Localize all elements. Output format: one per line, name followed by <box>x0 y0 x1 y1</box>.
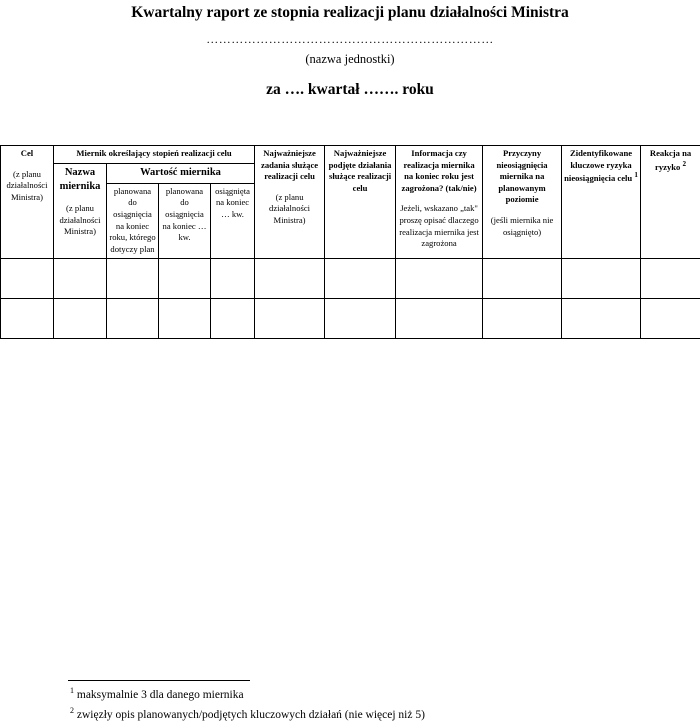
header-dzialania <box>325 146 396 259</box>
table-cell[interactable] <box>483 299 562 339</box>
table-cell[interactable] <box>255 259 325 299</box>
table-cell[interactable] <box>562 259 641 299</box>
header-zadania-note: (z planu działalności Ministra) <box>269 191 311 225</box>
table-cell[interactable] <box>325 299 396 339</box>
footnote-2 <box>70 706 425 721</box>
header-zadania-label: Najważniejsze zadania służące realizacji celu <box>261 148 319 182</box>
table-cell[interactable] <box>641 299 700 339</box>
table-cell[interactable] <box>159 299 211 339</box>
header-miernik <box>54 146 255 164</box>
table-cell[interactable] <box>396 259 483 299</box>
report-period-title: za …. kwartał ……. roku <box>266 81 434 98</box>
table-cell[interactable] <box>54 259 107 299</box>
header-cel-note: (z planu działalności Ministra) <box>6 168 48 202</box>
table-cell[interactable] <box>255 299 325 339</box>
header-ryzyka <box>562 146 641 259</box>
unit-name-label: (nazwa jednostki) <box>305 52 395 66</box>
header-informacja <box>396 146 483 259</box>
header-osiagnieta-kw: osiągnięta na koniec … kw. <box>211 183 255 259</box>
header-reakcja-label: Reakcja na ryzyko <box>649 148 692 172</box>
header-informacja-note: Jeżeli, wskazano „tak" proszę opisać dlaczego realizacja miernika jest zagrożona <box>399 203 479 249</box>
footnote-separator <box>68 680 250 681</box>
header-przyczyny <box>483 146 562 259</box>
header-nazwa-miernika <box>54 163 107 259</box>
table-cell[interactable] <box>54 299 107 339</box>
header-zadania <box>255 146 325 259</box>
header-miernik-label: Miernik określający stopień realizacji celu <box>76 148 232 158</box>
header-row-1 <box>1 146 700 164</box>
table-row <box>1 299 700 339</box>
header-wartosc-miernika <box>107 163 255 183</box>
header-planowana-rok: planowana do osiągnięcia na koniec roku, którego dotyczy plan <box>107 183 159 259</box>
table-cell[interactable] <box>211 299 255 339</box>
table-cell[interactable] <box>107 259 159 299</box>
header-cel-label: Cel <box>20 148 34 158</box>
footnote-1-number: 1 <box>70 686 74 695</box>
table-cell[interactable] <box>562 299 641 339</box>
header-przyczyny-note: (jeśli miernika nie osiągnięto) <box>490 214 554 237</box>
table-cell[interactable] <box>396 299 483 339</box>
document-title: Kwartalny raport ze stopnia realizacji planu działalności Ministra <box>131 4 569 21</box>
header-ryzyka-wrap <box>564 148 638 185</box>
header-dzialania-label: Najważniejsze podjęte działania służące realizacji celu <box>328 148 392 193</box>
report-table <box>0 145 700 339</box>
header-reakcja <box>641 146 700 259</box>
table-cell[interactable] <box>159 259 211 299</box>
header-przyczyny-label: Przyczyny nieosiągnięcia miernika na planowanym poziomie <box>496 148 548 205</box>
footnote-2-number: 2 <box>70 706 74 715</box>
table-cell[interactable] <box>1 259 54 299</box>
header-reakcja-footnote-ref: 2 <box>682 159 687 168</box>
unit-name-placeholder: …………………………………………………………… <box>206 32 494 46</box>
table-row <box>1 259 700 299</box>
footnote-2-text: zwięzły opis planowanych/podjętych kluczowych działań (nie więcej niż 5) <box>76 708 425 721</box>
header-cel <box>1 146 54 259</box>
table-cell[interactable] <box>107 299 159 339</box>
table-cell[interactable] <box>325 259 396 299</box>
header-ryzyka-label: Zidentyfikowane kluczowe ryzyka nieosiągnięcia celu <box>564 148 633 184</box>
header-planowana-kw: planowana do osiągnięcia na koniec … kw. <box>159 183 211 259</box>
header-nazwa-miernika-note: (z planu działalności Ministra) <box>59 202 101 237</box>
table-cell[interactable] <box>1 299 54 339</box>
header-nazwa-miernika-label: Nazwa miernika <box>59 166 101 192</box>
footnote-1 <box>70 686 244 701</box>
header-wartosc-miernika-label: Wartość miernika <box>140 166 221 178</box>
header-informacja-label: Informacja czy realizacja miernika na koniec roku jest zagrożona? (tak/nie) <box>401 148 477 193</box>
footnote-1-text: maksymalnie 3 dla danego miernika <box>76 688 244 701</box>
table-cell[interactable] <box>483 259 562 299</box>
table-cell[interactable] <box>211 259 255 299</box>
header-ryzyka-footnote-ref: 1 <box>634 171 638 180</box>
header-reakcja-wrap <box>643 148 698 173</box>
table-cell[interactable] <box>641 259 700 299</box>
